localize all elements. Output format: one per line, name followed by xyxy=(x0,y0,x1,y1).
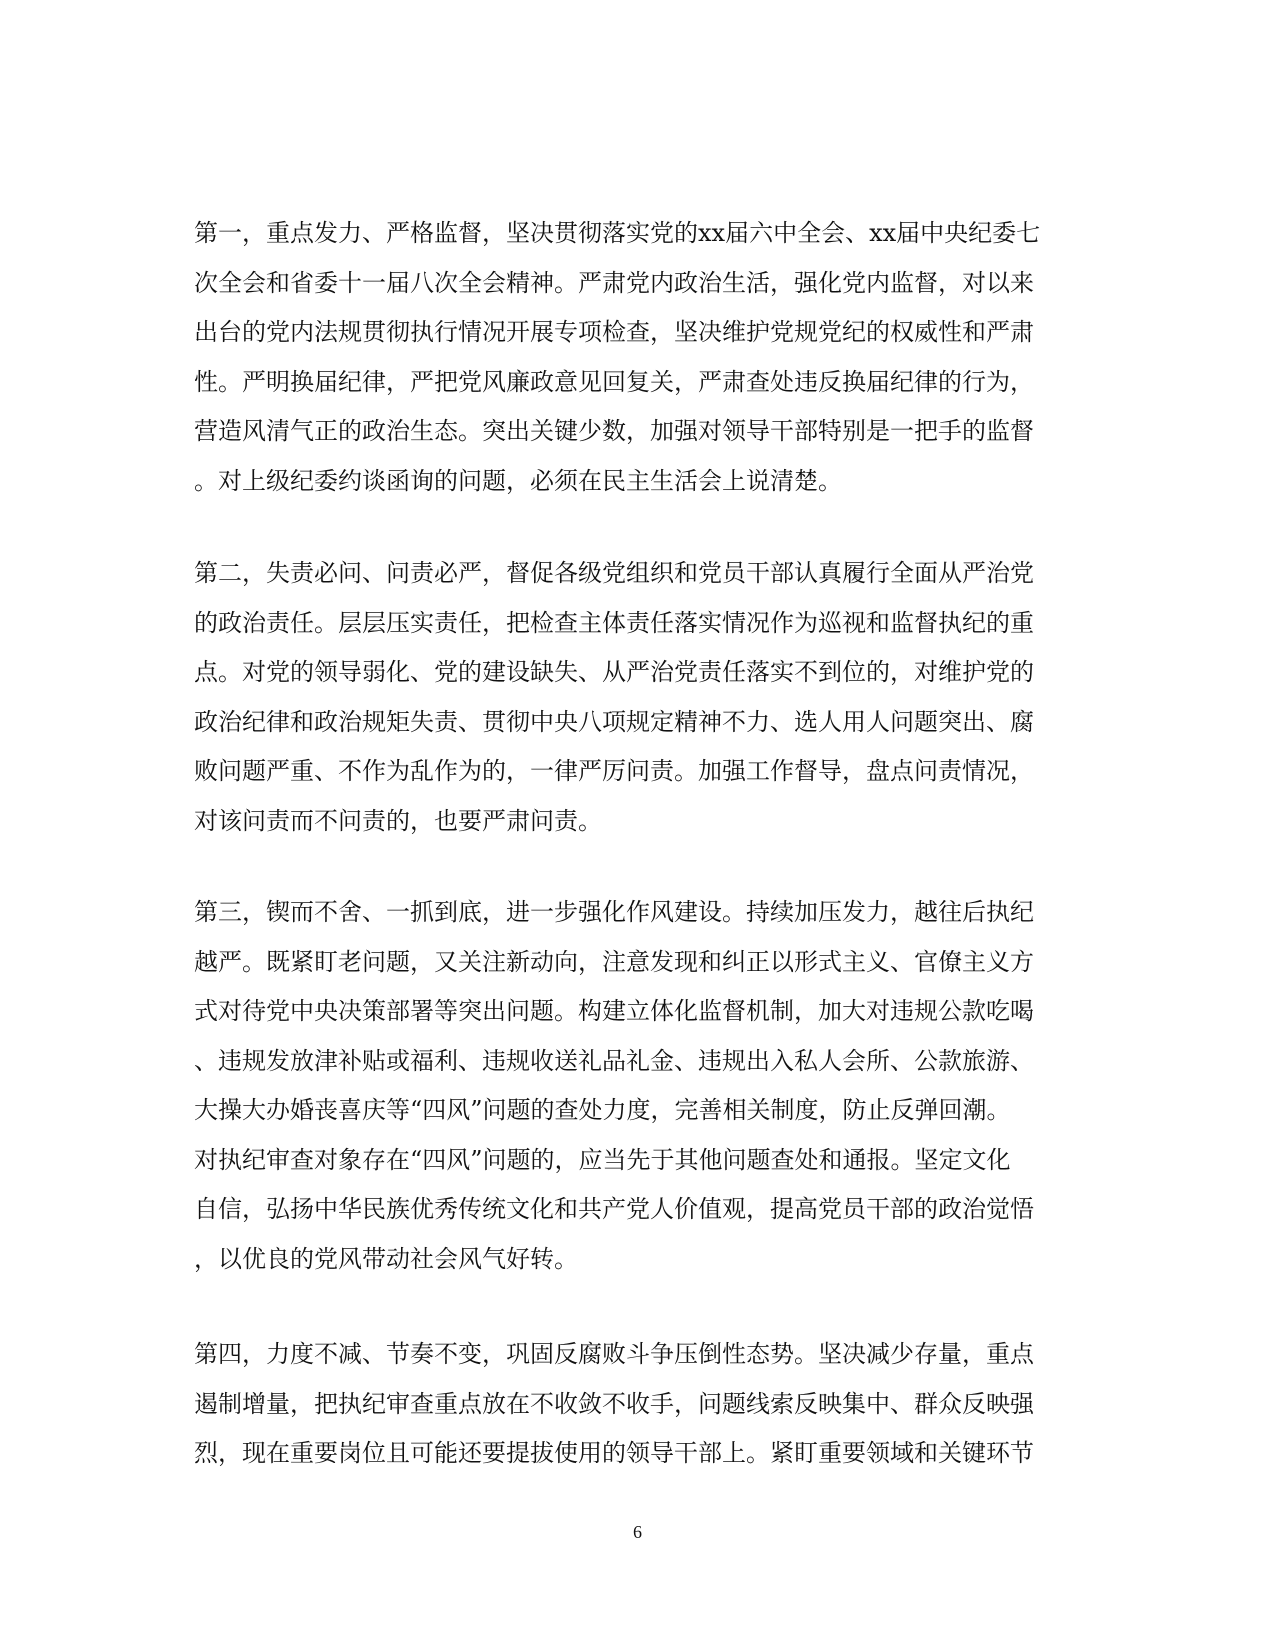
text-line: 对执纪审查对象存在“四风”问题的，应当先于其他问题查处和通报。坚定文化 xyxy=(194,1145,1011,1174)
text-line: 烈，现在重要岗位且可能还要提拔使用的领导干部上。紧盯重要领域和关键环节 xyxy=(194,1439,1034,1467)
text-line: 次全会和省委十一届八次全会精神。严肃党内政治生活，强化党内监督，对以来 xyxy=(194,268,1034,297)
text-line: 败问题严重、不作为乱作为的，一律严厉问责。加强工作督导，盘点问责情况， xyxy=(194,757,1034,785)
text-line: 第四，力度不减、节奏不变，巩固反腐败斗争压倒性态势。坚决减少存量，重点 xyxy=(194,1340,1034,1368)
text-line: 的政治责任。层层压实责任，把检查主体责任落实情况作为巡视和监督执纪的重 xyxy=(194,608,1034,637)
text-line: 点。对党的领导弱化、党的建设缺失、从严治党责任落实不到位的，对维护党的 xyxy=(194,658,1034,686)
text-line: 式对待党中央决策部署等突出问题。构建立体化监督机制，加大对违规公款吃喝 xyxy=(194,997,1034,1025)
text-line: 遏制增量，把执纪审查重点放在不收敛不收手，问题线索反映集中、群众反映强 xyxy=(194,1389,1034,1418)
text-line: 性。严明换届纪律，严把党风廉政意见回复关，严肃查处违反换届纪律的行为， xyxy=(194,367,1034,396)
text-line: 。对上级纪委约谈函询的问题，必须在民主生活会上说清楚。 xyxy=(194,466,842,495)
paragraph-4 xyxy=(194,1330,1074,1479)
text-line: 越严。既紧盯老问题，又关注新动向，注意发现和纠正以形式主义、官僚主义方 xyxy=(194,947,1034,976)
text-line: 对该问责而不问责的，也要严肃问责。 xyxy=(194,806,602,835)
paragraph-1 xyxy=(194,209,1074,506)
text-line: 出台的党内法规贯彻执行情况开展专项检查，坚决维护党规党纪的权威性和严肃 xyxy=(194,318,1034,346)
text-line: 第一，重点发力、严格监督，坚决贯彻落实党的xx届六中全会、xx届中央纪委七 xyxy=(194,219,1041,247)
page-number: 6 xyxy=(633,1522,642,1542)
text-line: 、违规发放津补贴或福利、违规收送礼品礼金、违规出入私人会所、公款旅游、 xyxy=(194,1046,1034,1075)
text-line: ，以优良的党风带动社会风气好转。 xyxy=(194,1244,578,1273)
text-line: 大操大办婚丧喜庆等“四风”问题的查处力度，完善相关制度，防止反弹回潮。 xyxy=(194,1096,1011,1124)
text-line: 自信，弘扬中华民族优秀传统文化和共产党人价值观，提高党员干部的政治觉悟 xyxy=(194,1195,1034,1223)
paragraph-2 xyxy=(194,549,1074,846)
text-line: 第三，锲而不舍、一抓到底，进一步强化作风建设。持续加压发力，越往后执纪 xyxy=(194,898,1034,926)
text-line: 政治纪律和政治规矩失责、贯彻中央八项规定精神不力、选人用人问题突出、腐 xyxy=(194,707,1034,736)
paragraph-3 xyxy=(194,888,1074,1284)
text-line: 营造风清气正的政治生态。突出关键少数，加强对领导干部特别是一把手的监督 xyxy=(194,417,1034,445)
text-line: 第二，失责必问、问责必严，督促各级党组织和党员干部认真履行全面从严治党 xyxy=(194,559,1034,587)
